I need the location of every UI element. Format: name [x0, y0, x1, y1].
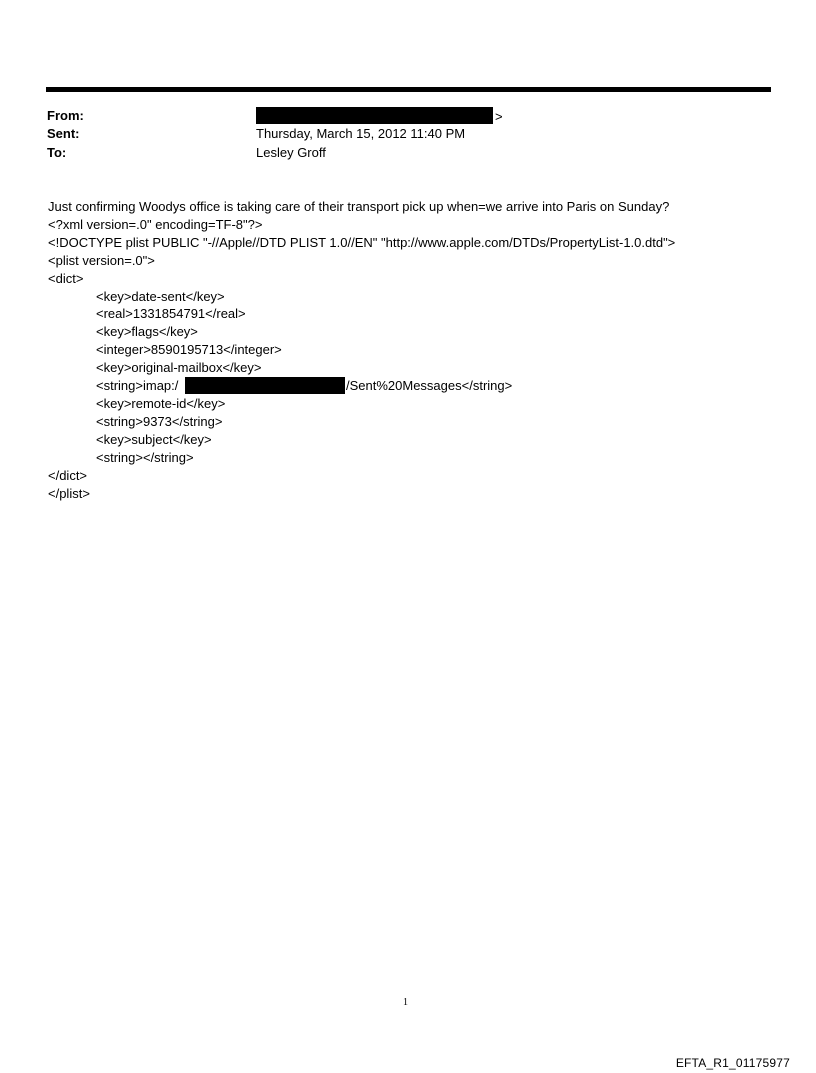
- string-remote-id: <string>9373</string>: [96, 414, 223, 429]
- redaction-imap: [185, 377, 345, 394]
- sent-value: Thursday, March 15, 2012 11:40 PM: [256, 126, 466, 141]
- redaction-from: [256, 107, 493, 124]
- sent-label: Sent:: [47, 126, 80, 141]
- plist-open: <plist version=.0">: [48, 253, 155, 268]
- key-date-sent: <key>date-sent</key>: [96, 289, 225, 304]
- doctype-line: <!DOCTYPE plist PUBLIC "-//Apple//DTD PLIST 1.0//EN" "http://www.apple.com/DTDs/PropertyList-1.0.dtd">: [48, 235, 676, 250]
- dict-close: </dict>: [48, 468, 88, 483]
- string-imap-suffix: /Sent%20Messages</string>: [346, 378, 513, 393]
- bates-number: EFTA_R1_01175977: [675, 1056, 790, 1070]
- to-value: Lesley Groff: [256, 145, 326, 160]
- plist-close: </plist>: [48, 486, 90, 501]
- integer-value: <integer>8590195713</integer>: [96, 342, 282, 357]
- dict-open: <dict>: [48, 271, 84, 286]
- string-subject: <string></string>: [96, 450, 194, 465]
- key-original-mailbox: <key>original-mailbox</key>: [96, 360, 262, 375]
- xml-declaration: <?xml version=.0" encoding=TF-8"?>: [48, 217, 263, 232]
- from-suffix: >: [495, 109, 503, 124]
- message-text: Just confirming Woodys office is taking care of their transport pick up when=we arrive into Paris on Sunday?: [48, 199, 670, 214]
- from-label: From:: [47, 108, 84, 123]
- page-number: 1: [403, 997, 408, 1008]
- string-imap-prefix: <string>imap:/: [96, 378, 179, 393]
- to-label: To:: [47, 145, 67, 160]
- real-value: <real>1331854791</real>: [96, 306, 246, 321]
- key-remote-id: <key>remote-id</key>: [96, 396, 226, 411]
- header-rule: [46, 87, 771, 92]
- key-subject: <key>subject</key>: [96, 432, 212, 447]
- key-flags: <key>flags</key>: [96, 324, 198, 339]
